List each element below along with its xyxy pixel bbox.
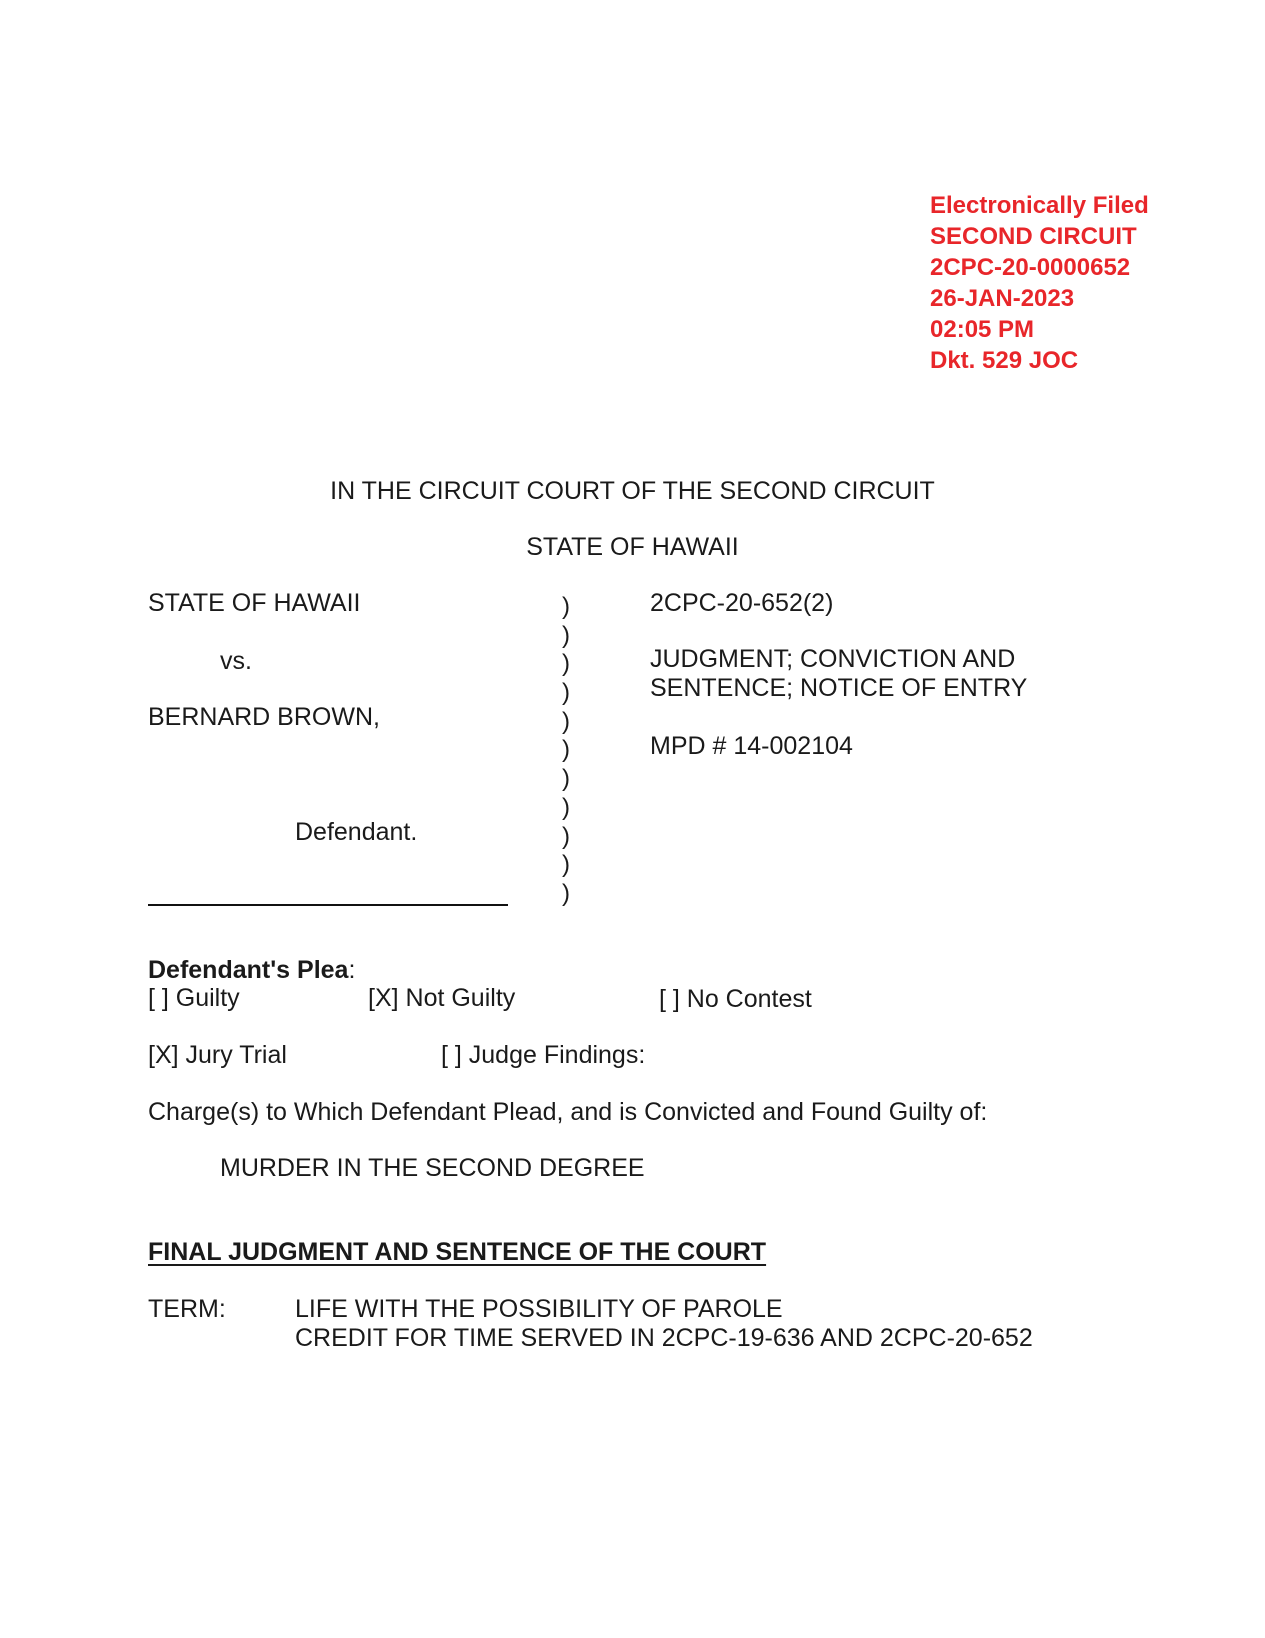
plaintiff-name: STATE OF HAWAII (148, 589, 361, 617)
stamp-line: Dkt. 529 JOC (930, 347, 1079, 374)
caption-underline (148, 904, 508, 906)
paren: ) (562, 822, 570, 850)
paren: ) (562, 621, 570, 649)
versus-label: vs. (220, 647, 252, 675)
paren: ) (562, 593, 570, 620)
paren: ) (562, 851, 570, 879)
plea-not-guilty: [X] Not Guilty (368, 984, 516, 1012)
court-name: IN THE CIRCUIT COURT OF THE SECOND CIRCUIT (330, 477, 935, 505)
stamp-line: 26-JAN-2023 (930, 285, 1075, 312)
stamp-line: 02:05 PM (930, 316, 1035, 343)
document-title-line2: SENTENCE; NOTICE OF ENTRY (650, 674, 1028, 702)
term-label: TERM: (148, 1295, 226, 1323)
paren: ) (562, 679, 570, 707)
defendant-label: Defendant. (295, 818, 418, 846)
charges-label: Charge(s) to Which Defendant Plead, and is Convicted and Found Guilty of: (148, 1098, 988, 1126)
defendant-name: BERNARD BROWN, (148, 703, 380, 731)
paren: ) (562, 793, 570, 821)
paren: ) (562, 707, 570, 735)
paren: ) (562, 650, 570, 678)
caption-parentheses (562, 593, 574, 909)
jury-trial: [X] Jury Trial (148, 1041, 287, 1069)
mpd-number: MPD # 14-002104 (650, 732, 853, 760)
filing-stamp (930, 190, 1149, 376)
paren: ) (562, 879, 570, 907)
stamp-line: Electronically Filed (930, 192, 1149, 219)
court-state: STATE OF HAWAII (526, 533, 739, 561)
case-number: 2CPC-20-652(2) (650, 589, 834, 617)
charge-item: MURDER IN THE SECOND DEGREE (220, 1154, 645, 1182)
judge-findings: [ ] Judge Findings: (441, 1041, 646, 1069)
paren: ) (562, 765, 570, 793)
final-judgment-heading: FINAL JUDGMENT AND SENTENCE OF THE COURT (148, 1238, 767, 1266)
term-line2: CREDIT FOR TIME SERVED IN 2CPC-19-636 AND 2CPC-20-652 (295, 1324, 1033, 1352)
plea-heading-colon: : (348, 956, 356, 984)
plea-guilty: [ ] Guilty (148, 984, 240, 1012)
paren: ) (562, 736, 570, 764)
stamp-line: SECOND CIRCUIT (930, 223, 1137, 250)
document-title-line1: JUDGMENT; CONVICTION AND (650, 645, 1016, 673)
term-line1: LIFE WITH THE POSSIBILITY OF PAROLE (295, 1295, 783, 1323)
stamp-line: 2CPC-20-0000652 (930, 254, 1131, 281)
plea-heading (148, 955, 355, 985)
plea-no-contest: [ ] No Contest (659, 985, 812, 1013)
plea-heading-text: Defendant's Plea (148, 956, 349, 984)
